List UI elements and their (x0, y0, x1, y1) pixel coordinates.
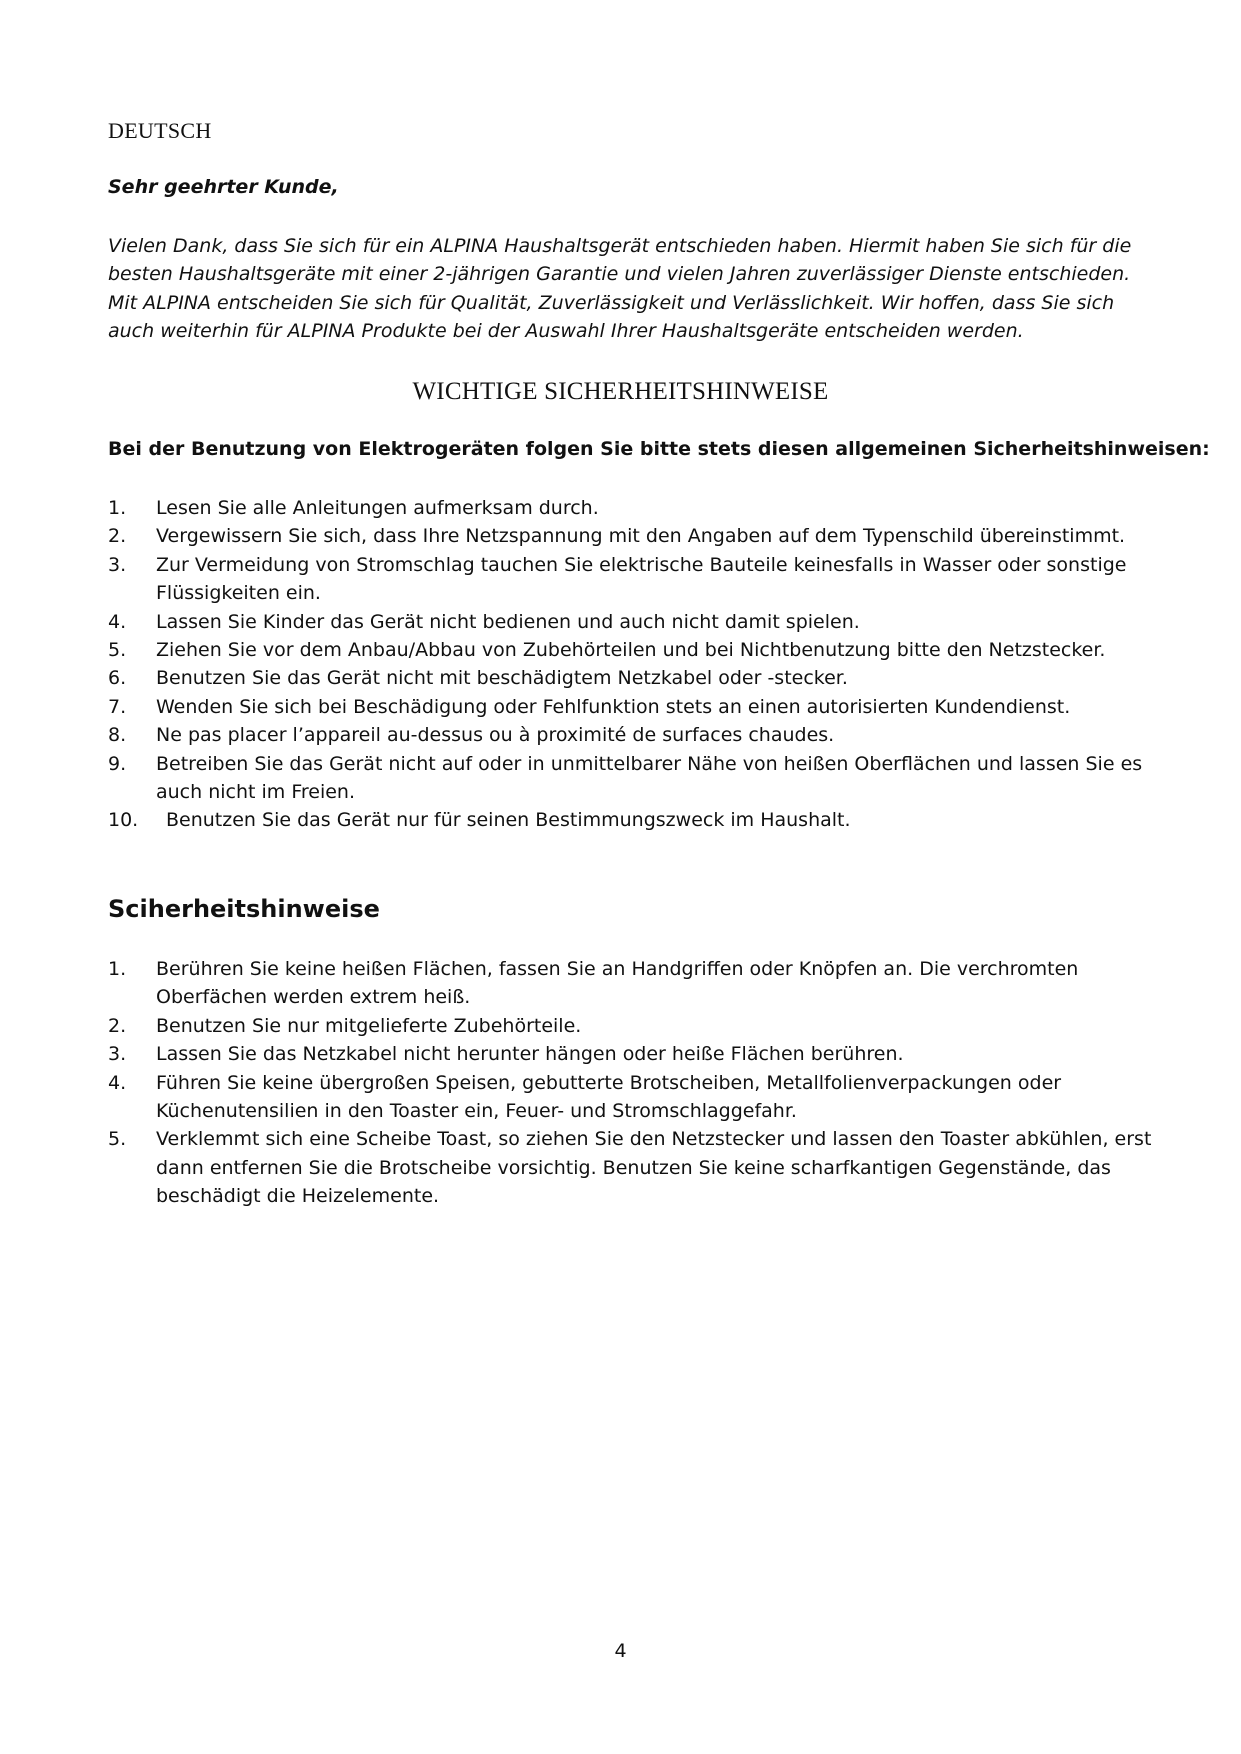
item-text: Lesen Sie alle Anleitungen aufmerksam durch. (156, 497, 599, 519)
page-number: 4 (614, 1640, 627, 1662)
list-item (108, 750, 1158, 807)
item-number: 4. (108, 610, 127, 633)
list-item (108, 494, 1158, 522)
item-text: Benutzen Sie das Gerät nicht mit beschädigtem Netzkabel oder -stecker. (156, 667, 848, 690)
main-title: WICHTIGE SICHERHEITSHINWEISE (412, 378, 829, 405)
list-item (108, 721, 1158, 749)
item-text: Zur Vermeidung von Stromschlag tauchen Sie elektrische Bauteile keinesfalls in Wasser oder sonstige Flüssigkeiten ein. (156, 553, 1127, 605)
language-heading: DEUTSCH (108, 118, 212, 143)
list-item (108, 693, 1158, 721)
item-text: Lassen Sie das Netzkabel nicht herunter hängen oder heiße Flächen berühren. (156, 1043, 904, 1066)
item-number: 6. (108, 667, 127, 690)
list-item (108, 1069, 1158, 1126)
item-number: 2. (108, 525, 127, 548)
item-text: Lassen Sie Kinder das Gerät nicht bedienen und auch nicht damit spielen. (156, 610, 860, 633)
general-instructions-list (108, 494, 1158, 835)
lead-sentence: Bei der Benutzung von Elektrogeräten folgen Sie bitte stets diesen allgemeinen Sicherheitshinweisen: (108, 438, 1210, 460)
item-number: 3. (108, 1043, 127, 1066)
item-number: 1. (108, 958, 127, 980)
list-item (108, 664, 1158, 692)
list-item (108, 806, 1158, 834)
list-item (108, 1125, 1158, 1210)
greeting: Sehr geehrter Kunde, (108, 176, 339, 198)
intro-paragraph: Vielen Dank, dass Sie sich für ein ALPINA Haushaltsgerät entschieden haben. Hiermit haben Sie sich für die besten Haushaltsgeräte mit einer 2-jährigen Garantie und vielen Jahren zuverlässiger Dienste entschieden. Mit ALPINA entscheiden Sie sich für Qualität, Zuverlässigkeit und Verlässlichkeit. Wir hoffen, dass Sie sich auch weiterhin für ALPINA Produkte bei der Auswahl Ihrer Haushaltsgeräte entscheiden werden. (108, 235, 1132, 343)
item-number: 5. (108, 639, 127, 662)
item-text: Betreiben Sie das Gerät nicht auf oder in unmittelbarer Nähe von heißen Oberflächen und lassen Sie es auch nicht im Freien. (156, 752, 1143, 804)
item-text: Ne pas placer l’appareil au-dessus ou à proximité de surfaces chaudes. (156, 724, 835, 747)
list-item (108, 636, 1158, 664)
item-number: 4. (108, 1071, 127, 1094)
item-text: Wenden Sie sich bei Beschädigung oder Fehlfunktion stets an einen autorisierten Kundendienst. (156, 695, 1071, 718)
list-item (108, 1040, 1158, 1068)
item-number: 1. (108, 497, 127, 519)
item-text: Vergewissern Sie sich, dass Ihre Netzspannung mit den Angaben auf dem Typenschild übereinstimmt. (156, 525, 1126, 548)
device-instructions-list (108, 955, 1158, 1211)
list-item (108, 551, 1158, 608)
list-item (108, 955, 1158, 1012)
list-item (108, 608, 1158, 636)
list-item (108, 522, 1158, 550)
item-text: Berühren Sie keine heißen Flächen, fassen Sie an Handgriffen oder Knöpfen an. Die verchromten Oberfächen werden extrem heiß. (156, 958, 1079, 1009)
section-title: Sciherheitshinweise (108, 895, 380, 923)
item-number: 8. (108, 724, 127, 747)
item-text: Verklemmt sich eine Scheibe Toast, so ziehen Sie den Netzstecker und lassen den Toaster abkühlen, erst dann entfernen Sie die Brotscheibe vorsichtig. Benutzen Sie keine scharfkantigen Gegenstände, das beschädigt die Heizelemente. (156, 1128, 1152, 1208)
item-number: 10. (108, 809, 139, 832)
item-text: Ziehen Sie vor dem Anbau/Abbau von Zubehörteilen und bei Nichtbenutzung bitte den Netzstecker. (156, 639, 1106, 662)
item-text: Benutzen Sie das Gerät nur für seinen Bestimmungszweck im Haushalt. (166, 809, 851, 832)
item-number: 9. (108, 752, 127, 775)
item-number: 7. (108, 695, 127, 718)
item-text: Führen Sie keine übergroßen Speisen, gebutterte Brotscheiben, Metallfolienverpackungen oder Küchenutensilien in den Toaster ein, Feuer- und Stromschlaggefahr. (156, 1071, 1062, 1123)
item-text: Benutzen Sie nur mitgelieferte Zubehörteile. (156, 1014, 582, 1037)
item-number: 2. (108, 1014, 127, 1037)
item-number: 5. (108, 1128, 127, 1151)
list-item (108, 1012, 1158, 1040)
item-number: 3. (108, 553, 127, 576)
